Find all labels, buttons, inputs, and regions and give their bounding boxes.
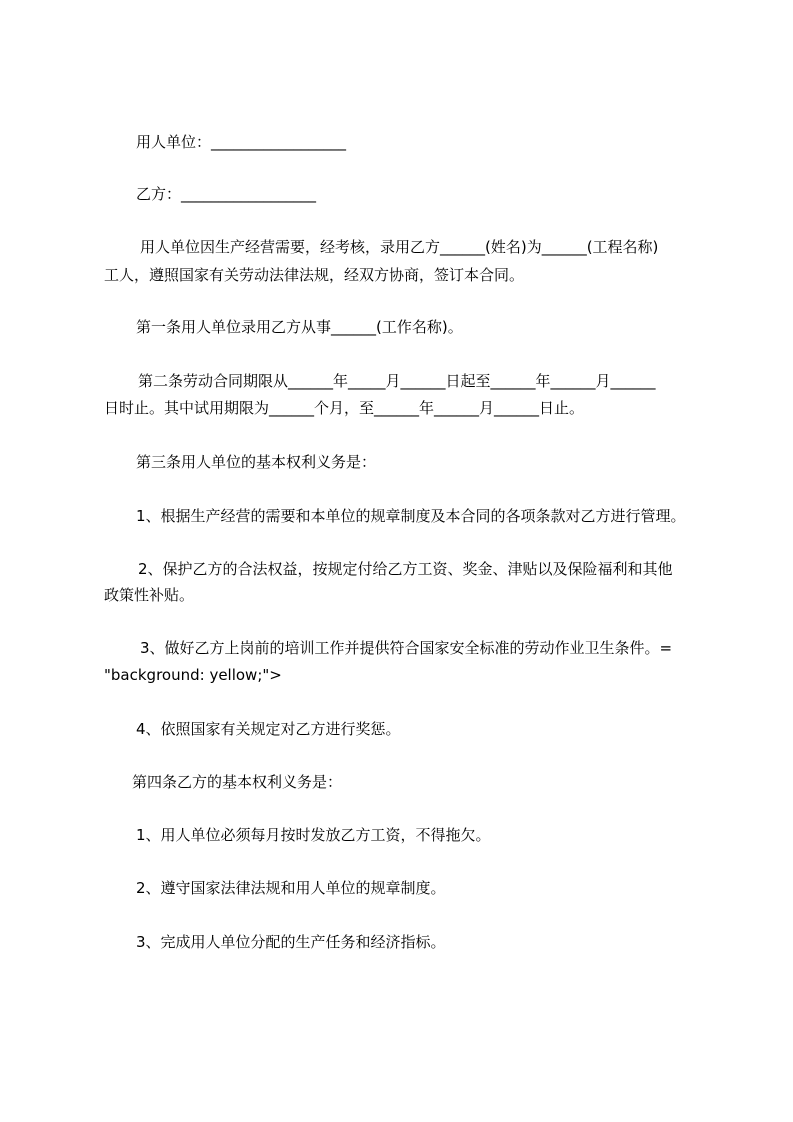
article-3-heading: 第三条用人单位的基本权利义务是： (136, 453, 377, 471)
article-2-line-2: 日时止。其中试用期限为______个月，至______年______月______日止。 (104, 399, 585, 417)
preamble-line-1: 用人单位因生产经营需要，经考核，录用乙方______(姓名)为______(工程名称) (140, 238, 659, 256)
article-3-item-1: 1、根据生产经营的需要和本单位的规章制度及本合同的各项条款对乙方进行管理。 (136, 507, 686, 525)
article-4-heading: 第四条乙方的基本权利义务是： (132, 773, 343, 791)
article-1: 第一条用人单位录用乙方从事______(工作名称)。 (136, 318, 463, 336)
article-2-line-1: 第二条劳动合同期限从______年_____月______日起至______年______月______ (138, 372, 656, 390)
article-4-item-2: 2、遵守国家法律法规和用人单位的规章制度。 (136, 879, 446, 897)
article-3-item-3-line-2: "background: yellow;"> (104, 666, 282, 684)
article-3-item-2-line-2: 政策性补贴。 (104, 586, 195, 604)
article-3-item-2-line-1: 2、保护乙方的合法权益，按规定付给乙方工资、奖金、津贴以及保险福利和其他 (138, 560, 673, 578)
article-3-item-3-line-1: 3、做好乙方上岗前的培训工作并提供符合国家安全标准的劳动作业卫生条件。= (140, 639, 673, 657)
article-4-item-3: 3、完成用人单位分配的生产任务和经济指标。 (136, 933, 446, 951)
employer-field: 用人单位：__________________ (136, 133, 347, 151)
preamble-line-2: 工人，遵照国家有关劳动法律法规，经双方协商，签订本合同。 (104, 266, 525, 284)
article-3-item-4: 4、依照国家有关规定对乙方进行奖惩。 (136, 720, 401, 738)
article-4-item-1: 1、用人单位必须每月按时发放乙方工资，不得拖欠。 (136, 826, 491, 844)
party-b-field: 乙方：__________________ (136, 185, 317, 203)
